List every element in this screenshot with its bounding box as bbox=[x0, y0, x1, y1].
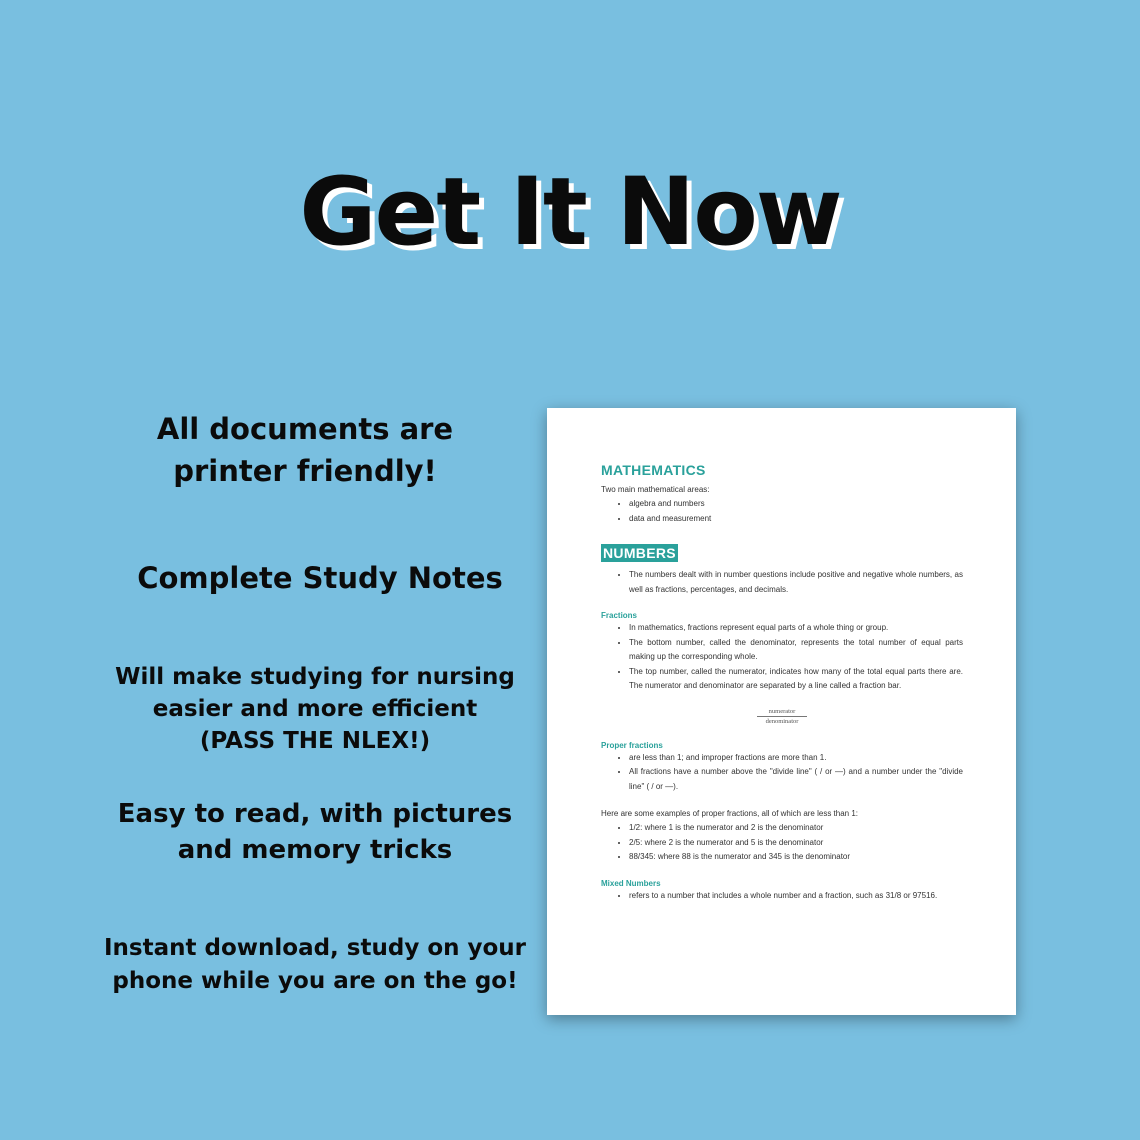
headline: Get It Now bbox=[299, 158, 841, 267]
list-item: • 2/5: where 2 is the numerator and 5 is the denominator bbox=[629, 836, 963, 851]
feature-line: and memory tricks bbox=[177, 835, 453, 865]
list-item: • In mathematics, fractions represent equal parts of a whole thing or group. bbox=[629, 621, 963, 636]
feature-line: Will make studying for nursing bbox=[115, 664, 515, 690]
doc-fractions-list bbox=[601, 621, 963, 694]
doc-proper-heading: Proper fractions bbox=[601, 740, 663, 750]
doc-examples-intro: Here are some examples of proper fractions, all of which are less than 1: bbox=[601, 809, 859, 818]
doc-areas-list bbox=[601, 497, 963, 526]
feature-instant-download bbox=[60, 932, 570, 998]
feature-line: printer friendly! bbox=[173, 454, 437, 488]
doc-intro: Two main mathematical areas: bbox=[601, 485, 710, 494]
list-item: • 1/2: where 1 is the numerator and 2 is the denominator bbox=[629, 821, 963, 836]
feature-line: Complete Study Notes bbox=[137, 561, 503, 595]
doc-mixed-heading: Mixed Numbers bbox=[601, 878, 661, 888]
list-item: • The top number, called the numerator, indicates how many of the total equal parts there are. The numerator and denominator are separated by a line called a fraction bar. bbox=[629, 665, 963, 694]
feature-efficient-studying bbox=[80, 661, 550, 757]
fraction-bar bbox=[757, 716, 807, 717]
doc-examples-list bbox=[601, 821, 963, 865]
doc-section-tag: NUMBERS bbox=[603, 545, 676, 561]
list-item: • All fractions have a number above the "divide line" ( / or —) and a number under the "divide line" ( / or —). bbox=[629, 765, 963, 794]
feature-easy-to-read bbox=[90, 796, 540, 868]
feature-study-notes bbox=[100, 557, 540, 599]
list-item: • The numbers dealt with in number questions include positive and negative whole numbers, as well as fractions, percentages, and decimals. bbox=[629, 568, 963, 597]
list-item: • 88/345: where 88 is the numerator and 345 is the denominator bbox=[629, 850, 963, 865]
doc-fractions-heading: Fractions bbox=[601, 611, 638, 620]
feature-line: All documents are bbox=[156, 412, 454, 446]
fraction-denominator: denominator bbox=[765, 717, 799, 725]
list-item: • algebra and numbers bbox=[629, 497, 963, 512]
feature-line: phone while you are on the go! bbox=[112, 968, 518, 994]
doc-numbers-list bbox=[601, 568, 963, 597]
list-item: • The bottom number, called the denominator, represents the total number of equal parts making up the corresponding whole. bbox=[629, 636, 963, 665]
feature-line: easier and more efficient bbox=[152, 696, 478, 722]
feature-line: (PASS THE NLEX!) bbox=[199, 728, 431, 754]
document-preview bbox=[547, 408, 1016, 1015]
feature-line: Easy to read, with pictures bbox=[117, 799, 513, 829]
doc-title: MATHEMATICS bbox=[601, 462, 706, 478]
doc-proper-list bbox=[601, 751, 963, 795]
fraction-diagram bbox=[601, 708, 963, 725]
list-item: • are less than 1; and improper fractions are more than 1. bbox=[629, 751, 963, 766]
list-item: • refers to a number that includes a whole number and a fraction, such as 31/8 or 97516. bbox=[629, 889, 963, 904]
fraction-numerator: numerator bbox=[768, 707, 796, 715]
doc-mixed-list bbox=[601, 889, 963, 904]
feature-line: Instant download, study on your bbox=[103, 935, 527, 961]
feature-printer-friendly bbox=[110, 408, 500, 492]
list-item: • data and measurement bbox=[629, 512, 963, 527]
